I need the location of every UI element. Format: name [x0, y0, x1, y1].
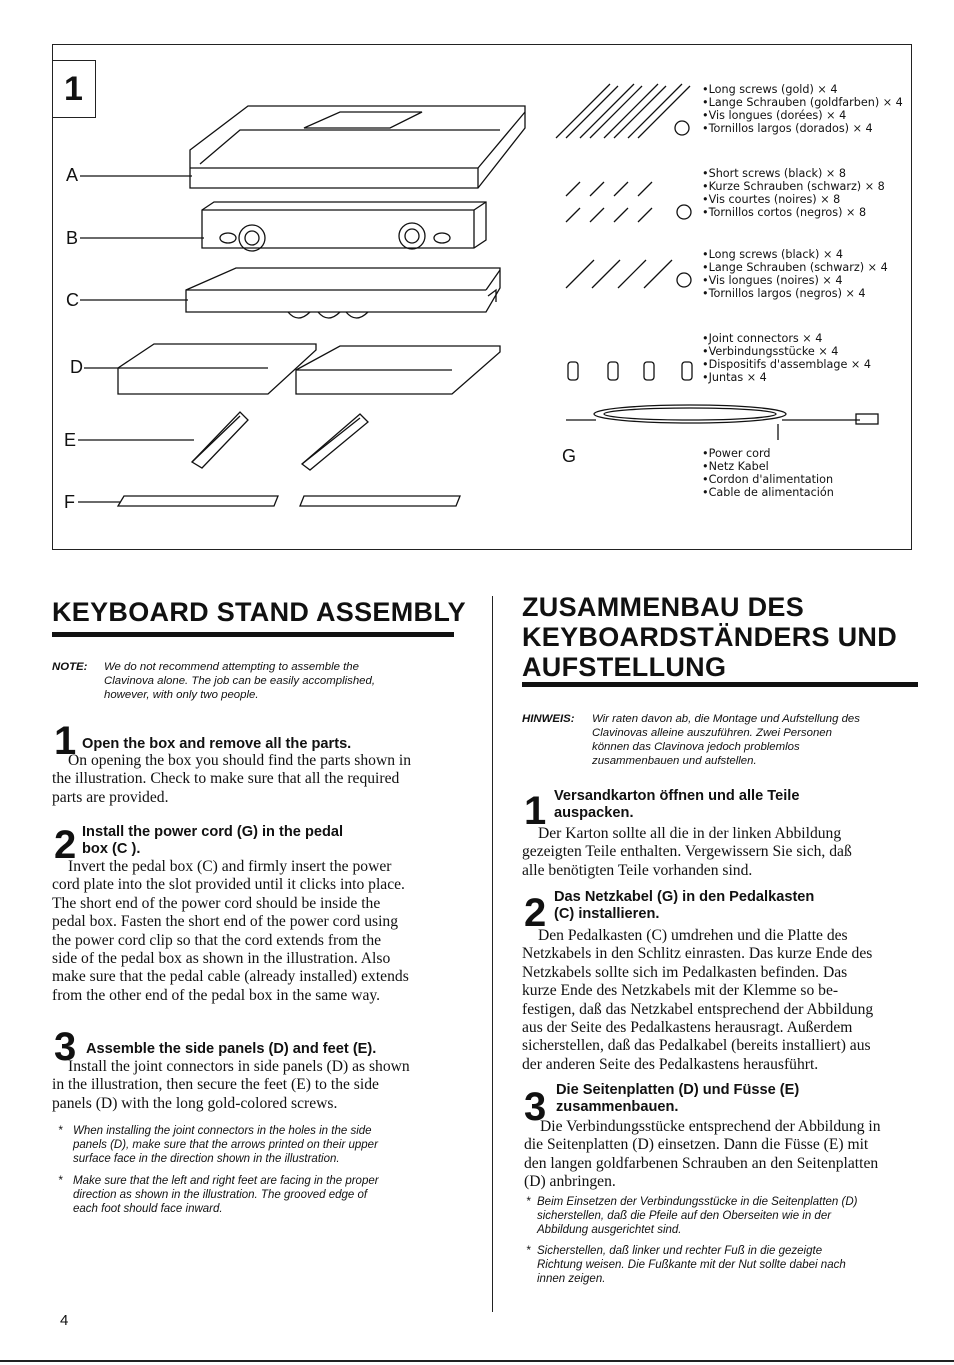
english-step-1-number: 1	[54, 719, 77, 763]
english-step-1-body: On opening the box you should find the parts shown in the illustration. Check to make sure that all the required parts are provided.	[52, 752, 412, 806]
part-label-c: C	[66, 290, 79, 310]
parts-list-power-cord: •Power cord •Netz Kabel •Cordon d'alimentation •Cable de alimentación	[702, 447, 834, 499]
german-step-3-body: Die Verbindungsstücke entsprechend der Abbildung in die Seitenplatten (D) einsetzen. Dann die Füsse (E) mit den langen goldfarbenen Schrauben an den Seitenplatten (D) anbringen.	[524, 1118, 881, 1191]
german-step-1-title: Versandkarton öffnen und alle Teile auspacken.	[554, 788, 800, 821]
part-label-g: G	[562, 446, 577, 466]
bottom-rule	[0, 1360, 954, 1362]
part-label-b: B	[66, 228, 79, 248]
english-title: KEYBOARD STAND ASSEMBLY	[52, 597, 466, 627]
parts-list-long-gold: •Long screws (gold) × 4 •Lange Schrauben (goldfarben) × 4 •Vis longues (dorées) × 4 •Tornillos largos (dorados) × 4	[702, 83, 903, 135]
english-step-1-title: Open the box and remove all the parts.	[82, 736, 352, 752]
german-title-rule	[522, 682, 918, 687]
german-step-3-title: Die Seitenplatten (D) und Füsse (E) zusammenbauen.	[556, 1082, 800, 1115]
part-label-f: F	[64, 492, 75, 512]
part-label-a: A	[66, 165, 79, 185]
short-black-screws-icon	[566, 182, 691, 222]
german-step-2-body: Den Pedalkasten (C) umdrehen und die Platte des Netzkabels in den Schlitz einrasten. Das kurze Ende des Netzkabels sollte sich im Pedalkasten befinden. Das kurze Ende des Netzkabels mit der Klemme so be- festigen, daß das Netzkabel entsprechend der Abbildung aus der Seite des Pedalkastens herausragt. Außerdem sicherstellen, daß das Pedalkabel (bereits installiert) aus der anderen Seite des Pedalkastens herausführt.	[522, 927, 874, 1073]
bars-part-f	[118, 496, 460, 506]
german-bullet-2: * Sicherstellen, daß linker und rechter Fuß in die gezeigte Richtung weisen. Die Fußkante mit der Nut sollte dabei nach innen zeigen.	[526, 1245, 846, 1285]
english-step-2-title: Install the power cord (G) in the pedal box (C ).	[82, 824, 344, 857]
part-label-e: E	[64, 430, 77, 450]
german-bullet-1: * Beim Einsetzen der Verbindungsstücke in die Seitenplatten (D) sicherstellen, daß die Pfeile auf den Oberseiten wie in der Abbildung ausgerichtet sind.	[526, 1196, 858, 1236]
english-step-2-number: 2	[54, 823, 77, 867]
german-step-1-body: Der Karton sollte all die in der linken Abbildung gezeigten Teile enthalten. Vergewissern Sie sich, daß alle benötigten Teile vorhanden sind.	[522, 825, 852, 879]
part-label-d: D	[70, 357, 83, 377]
parts-list-short-black: •Short screws (black) × 8 •Kurze Schrauben (schwarz) × 8 •Vis courtes (noires) × 8 •Tornillos cortos (negros) × 8	[702, 167, 885, 219]
parts-list-long-black: •Long screws (black) × 4 •Lange Schrauben (schwarz) × 4 •Vis longues (noires) × 4 •Tornillos largos (negros) × 4	[702, 248, 888, 300]
english-step-3-body: Install the joint connectors in side panels (D) as shown in the illustration, then secure the feet (E) to the side panels (D) with the long gold-colored screws.	[52, 1058, 410, 1112]
german-step-2-title: Das Netzkabel (G) in den Pedalkasten (C) installieren.	[554, 889, 815, 922]
english-bullet-2: * Make sure that the left and right feet are facing in the proper direction as shown in the illustration. The grooved edge of each foot should face inward.	[58, 1175, 379, 1215]
english-step-2-body: Invert the pedal box (C) and firmly insert the power cord plate into the slot provided until it clicks into place. The short end of the power cord should be inside the pedal box. Fasten the short end of the power cord using the power cord clip so that the cord extends from the side of the pedal box as shown in the illustration. Also make sure that the pedal cable (already installed) extends from the other end of the pedal box in the same way.	[52, 858, 409, 1004]
side-panels-part-d	[118, 344, 500, 394]
english-note: NOTE: We do not recommend attempting to assemble the Clavinova alone. The job can be easily accomplished, however, with only two people.	[52, 661, 376, 701]
parts-list-joint-connectors: •Joint connectors × 4 •Verbindungsstücke × 4 •Dispositifs d'assemblage × 4 •Juntas × 4	[702, 332, 871, 384]
speaker-part-b	[202, 202, 486, 251]
english-step-3-number: 3	[54, 1025, 77, 1069]
english-title-rule	[52, 632, 454, 637]
german-step-2-number: 2	[524, 891, 547, 935]
page-number: 4	[60, 1312, 69, 1329]
german-title: ZUSAMMENBAU DES KEYBOARDSTÄNDERS UND AUFSTELLUNG	[522, 592, 898, 682]
column-divider	[492, 596, 493, 1312]
keyboard-part-a	[190, 106, 525, 188]
power-cord-icon	[566, 405, 878, 440]
figure-number: 1	[52, 60, 96, 118]
german-note: HINWEIS: Wir raten davon ab, die Montage und Aufstellung des Clavinovas alleine auszuführen. Zwei Personen können das Clavinova jedoch problemlos zusammenbauen und aufstellen.	[522, 713, 860, 767]
joint-connectors-icon	[568, 362, 692, 380]
german-step-3-number: 3	[524, 1085, 547, 1129]
feet-part-e	[192, 412, 368, 470]
long-gold-screws-icon	[556, 84, 690, 138]
long-black-screws-icon	[566, 260, 691, 288]
english-step-3-title: Assemble the side panels (D) and feet (E).	[86, 1041, 377, 1057]
german-step-1-number: 1	[524, 789, 547, 833]
english-bullet-1: * When installing the joint connectors in the holes in the side panels (D), make sure that the arrows printed on their upper surface face in the direction shown in the illustration.	[58, 1125, 378, 1165]
pedal-box-part-c	[186, 268, 500, 318]
